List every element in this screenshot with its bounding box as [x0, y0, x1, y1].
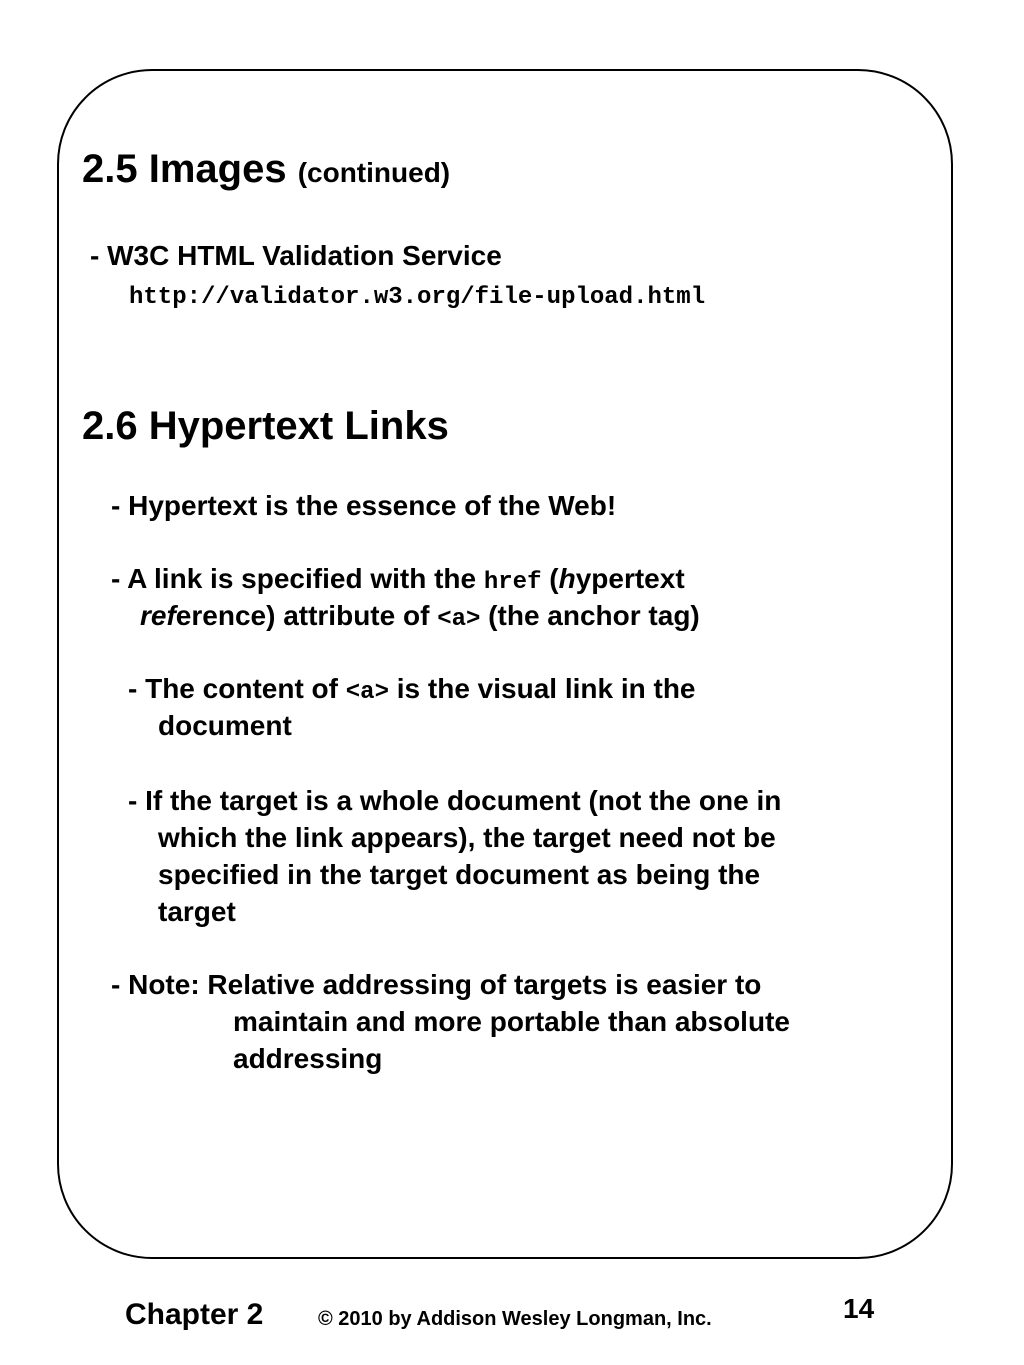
code-anchor-tag: <a> — [345, 679, 389, 706]
bullet-target-line4: target — [158, 896, 236, 927]
bullet-link-href-line1 — [111, 560, 685, 601]
bullet-note-line3: addressing — [233, 1043, 383, 1074]
section-title-note: (continued) — [297, 157, 451, 188]
text-segment: is the visual link in the — [388, 673, 696, 704]
emphasis-ref: ref — [140, 600, 176, 631]
validator-url: http://validator.w3.org/file-upload.html — [129, 284, 706, 311]
bullet-target-line3: specified in the target document as being the — [158, 859, 761, 890]
bullet-hypertext-essence: - Hypertext is the essence of the Web! — [111, 490, 617, 521]
code-anchor-tag: <a> — [437, 606, 481, 633]
section-title-images — [82, 146, 450, 196]
emphasis-h: h — [558, 563, 576, 594]
text-segment: erence) attribute of — [175, 600, 438, 631]
text-segment: - A link is specified with the — [111, 563, 484, 594]
section-title-text: 2.5 Images — [82, 147, 287, 191]
text-segment: ypertext — [575, 563, 685, 594]
section-title-hypertext-links: 2.6 Hypertext Links — [82, 404, 449, 448]
code-href: href — [483, 569, 542, 596]
bullet-content-line2: document — [158, 710, 292, 741]
footer-copyright: © 2010 by Addison Wesley Longman, Inc. — [318, 1308, 712, 1330]
bullet-note-line2: maintain and more portable than absolute — [233, 1006, 790, 1037]
bullet-link-href-line2 — [140, 597, 700, 638]
text-segment: - The content of — [128, 673, 346, 704]
footer-page-number: 14 — [843, 1293, 875, 1324]
text-segment: ( — [541, 563, 559, 594]
footer-chapter: Chapter 2 — [125, 1298, 264, 1331]
validator-bullet: - W3C HTML Validation Service — [90, 240, 502, 271]
bullet-target-line2: which the link appears), the target need not be — [158, 822, 776, 853]
bullet-content-line1 — [128, 670, 696, 711]
bullet-target-line1: - If the target is a whole document (not the one in — [128, 785, 782, 816]
text-segment: (the anchor tag) — [480, 600, 700, 631]
bullet-note-line1: - Note: Relative addressing of targets is easier to — [111, 969, 762, 1000]
